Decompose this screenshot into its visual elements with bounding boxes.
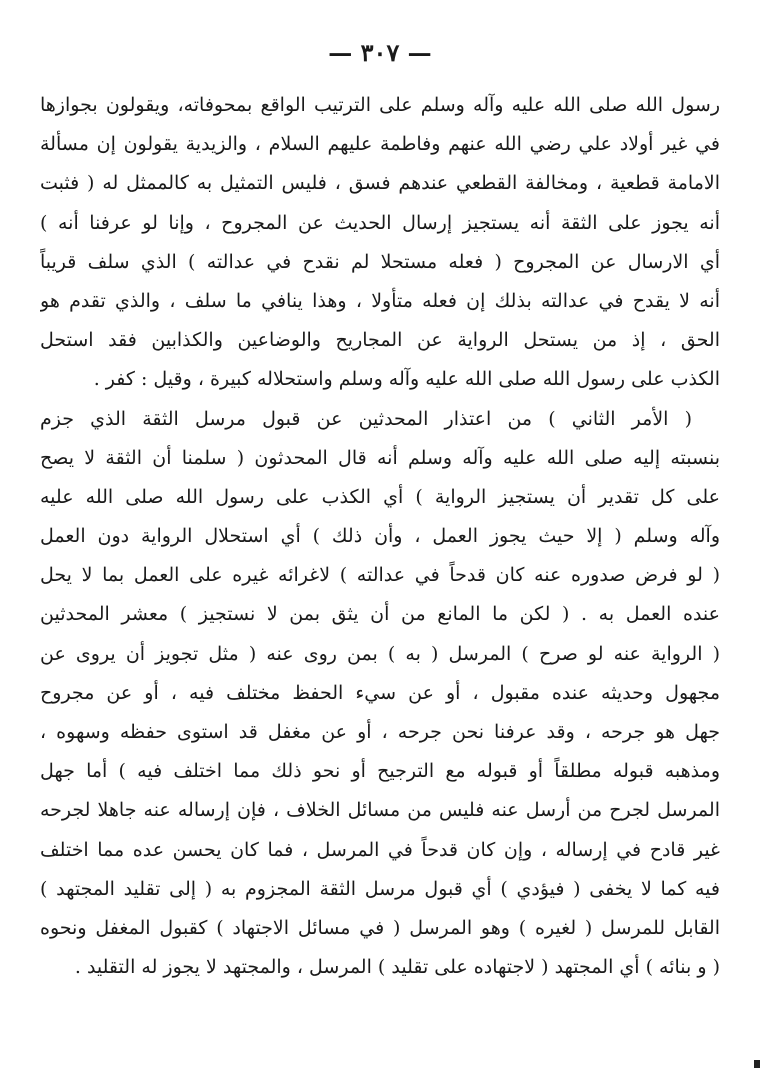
text-line: رسول الله صلى الله عليه وآله وسلم على الترتيب الواقع بمحوفاته، ويقولون بجوازها xyxy=(40,94,720,116)
text-line: غير قادح في إرساله ، وإن كان قدحاً في المرسل ، فما كان يحسن عده مما اختلف xyxy=(40,838,720,861)
text-line: الحق ، إذ من يستحل الرواية عن المجاريح والوضاعين والكذابين فقد استحل xyxy=(40,329,720,352)
text-line: بنسبته إليه صلى الله عليه وآله وسلم أنه قال المحدثون ( سلمنا أن الثقة لا يصح xyxy=(40,446,720,469)
text-line: الكذب على رسول الله صلى الله عليه وآله وسلم واستحلاله كبيرة ، وقيل : كفر . xyxy=(93,368,720,391)
text-line: في غير أولاد علي رضي الله عنهم وفاطمة عليهم السلام ، والزيدية يقولون إن مسألة xyxy=(40,133,720,156)
text-line: مجهول وحديثه عنده مقبول ، أو عن سيء الحفظ مختلف فيه ، أو عن مجروح xyxy=(40,681,720,704)
text-line: جهل هو جرحه ، وقد عرفنا نحن جرحه ، أو عن مغفل قد استوى حفظه وسهوه ، xyxy=(40,721,720,743)
text-line: ( الأمر الثاني ) من اعتذار المحدثين عن قبول مرسل الثقة الذي جزم xyxy=(40,407,692,430)
text-line: ( و بنائه ) أي المجتهد ( لاجتهاده على تقليد ) المرسل ، والمجتهد لا يجوز له التقليد . xyxy=(74,956,720,979)
text-line: أنه لا يقدح في عدالته بذلك إن فعله متأولا ، وهذا ينافي ما سلف ، والذي تقدم هو xyxy=(40,289,720,312)
text-line: المرسل لجرح من أرسل عنه فليس من مسائل الخلاف ، فإن إرساله عنه جاهلا لجرحه xyxy=(40,799,720,822)
body-text xyxy=(40,86,720,987)
text-line: عنده العمل به . ( لكن ما المانع من أن يثق بمن لا نستجيز ) معشر المحدثين xyxy=(40,603,720,626)
text-line: على كل تقدير أن يستجيز الرواية ) أي الكذب على رسول الله صلى الله عليه xyxy=(40,485,720,508)
text-line: ومذهبه قبوله مطلقاً أو قبوله مع الترجيح أو نحو ذلك مما اختلف فيه ) أما جهل xyxy=(40,760,720,783)
text-line: فيه كما لا يخفى ( فيؤدي ) أي قبول مرسل الثقة المجزوم به ( إلى تقليد المجتهد ) xyxy=(40,877,720,900)
scan-edge-mark xyxy=(754,1060,760,1068)
text-line: القابل للمرسل ( لغيره ) وهو المرسل ( في مسائل الاجتهاد ) كقبول المغفل ونحوه xyxy=(40,916,720,939)
page-number: — ٣٠٧ — xyxy=(328,38,432,67)
text-line: الامامة قطعية ، ومخالفة القطعي عندهم فسق ، فليس التمثيل به كالممثل له ( فثبت xyxy=(40,172,720,195)
text-line: ( لو فرض صدوره عنه كان قدحاً في عدالته ) لاغرائه غيره على العمل بما لا يحل xyxy=(40,564,720,587)
text-line: أنه يجوز على الثقة أنه يستجيز إرسال الحديث عن المجروح ، وإنا لو عرفنا أنه ) xyxy=(40,211,720,234)
text-line: وآله وسلم ( إلا حيث يجوز العمل ، وأن ذلك ) أي استحلال الرواية دون العمل xyxy=(40,525,720,548)
text-line: أي الارسال عن المجروح ( فعله مستحلا لم نقدح في عدالته ) الذي سلف قريباً xyxy=(40,250,720,273)
text-line: ( الرواية عنه لو صرح ) المرسل ( به ) بمن روى عنه ( مثل تجويز أن يروى عن xyxy=(40,642,720,665)
